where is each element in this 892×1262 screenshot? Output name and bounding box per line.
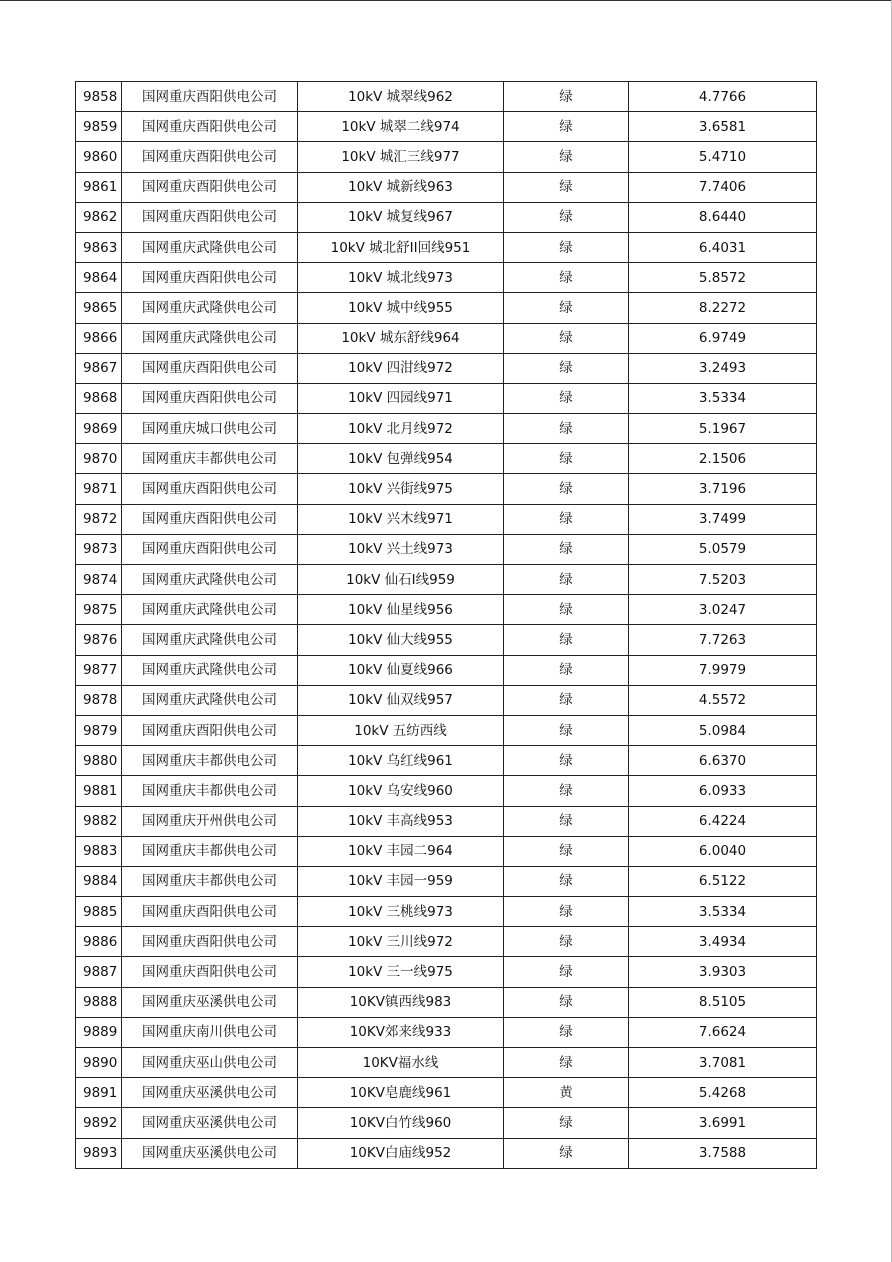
company-cell: 国网重庆酉阳供电公司 <box>122 897 298 927</box>
row-id-cell: 9883 <box>76 836 122 866</box>
company-cell: 国网重庆酉阳供电公司 <box>122 534 298 564</box>
company-cell: 国网重庆丰都供电公司 <box>122 776 298 806</box>
status-cell: 绿 <box>504 1048 629 1078</box>
value-cell: 7.7263 <box>629 625 817 655</box>
status-cell: 绿 <box>504 414 629 444</box>
company-cell: 国网重庆武隆供电公司 <box>122 655 298 685</box>
table-row <box>76 806 817 836</box>
row-id-cell: 9885 <box>76 897 122 927</box>
company-cell: 国网重庆巫溪供电公司 <box>122 1108 298 1138</box>
status-cell: 绿 <box>504 1017 629 1047</box>
row-id-cell: 9865 <box>76 293 122 323</box>
status-cell: 绿 <box>504 776 629 806</box>
company-cell: 国网重庆酉阳供电公司 <box>122 202 298 232</box>
status-cell: 绿 <box>504 1108 629 1138</box>
table-row <box>76 715 817 745</box>
row-id-cell: 9890 <box>76 1048 122 1078</box>
company-cell: 国网重庆南川供电公司 <box>122 1017 298 1047</box>
line-name-cell: 10kV 城北线973 <box>298 263 504 293</box>
company-cell: 国网重庆酉阳供电公司 <box>122 957 298 987</box>
page-top-edge <box>0 0 892 1</box>
value-cell: 2.1506 <box>629 444 817 474</box>
row-id-cell: 9872 <box>76 504 122 534</box>
row-id-cell: 9866 <box>76 323 122 353</box>
line-name-cell: 10kV 城北舒II回线951 <box>298 232 504 262</box>
company-cell: 国网重庆酉阳供电公司 <box>122 112 298 142</box>
line-name-cell: 10kV 城复线967 <box>298 202 504 232</box>
line-name-cell: 10kV 丰高线953 <box>298 806 504 836</box>
company-cell: 国网重庆武隆供电公司 <box>122 565 298 595</box>
table-row <box>76 1078 817 1108</box>
company-cell: 国网重庆酉阳供电公司 <box>122 474 298 504</box>
row-id-cell: 9862 <box>76 202 122 232</box>
table-row <box>76 927 817 957</box>
table-row <box>76 1017 817 1047</box>
line-name-cell: 10kV 兴街线975 <box>298 474 504 504</box>
status-cell: 绿 <box>504 353 629 383</box>
company-cell: 国网重庆酉阳供电公司 <box>122 82 298 112</box>
status-cell: 绿 <box>504 263 629 293</box>
company-cell: 国网重庆巫溪供电公司 <box>122 1138 298 1168</box>
status-cell: 绿 <box>504 383 629 413</box>
table-row <box>76 685 817 715</box>
row-id-cell: 9873 <box>76 534 122 564</box>
value-cell: 6.0040 <box>629 836 817 866</box>
table-row <box>76 655 817 685</box>
company-cell: 国网重庆酉阳供电公司 <box>122 142 298 172</box>
table-row <box>76 232 817 262</box>
status-cell: 绿 <box>504 232 629 262</box>
value-cell: 3.5334 <box>629 383 817 413</box>
status-cell: 绿 <box>504 202 629 232</box>
value-cell: 5.0984 <box>629 715 817 745</box>
line-name-cell: 10kV 城中线955 <box>298 293 504 323</box>
row-id-cell: 9876 <box>76 625 122 655</box>
table-row <box>76 474 817 504</box>
value-cell: 4.5572 <box>629 685 817 715</box>
value-cell: 8.6440 <box>629 202 817 232</box>
value-cell: 6.6370 <box>629 746 817 776</box>
company-cell: 国网重庆丰都供电公司 <box>122 836 298 866</box>
company-cell: 国网重庆酉阳供电公司 <box>122 263 298 293</box>
table-row <box>76 323 817 353</box>
line-name-cell: 10kV 仙夏线966 <box>298 655 504 685</box>
company-cell: 国网重庆丰都供电公司 <box>122 746 298 776</box>
table-row <box>76 82 817 112</box>
table-row <box>76 776 817 806</box>
value-cell: 3.7081 <box>629 1048 817 1078</box>
status-cell: 绿 <box>504 1138 629 1168</box>
status-cell: 绿 <box>504 172 629 202</box>
table-row <box>76 987 817 1017</box>
line-name-cell: 10kV 仙双线957 <box>298 685 504 715</box>
row-id-cell: 9875 <box>76 595 122 625</box>
status-cell: 绿 <box>504 746 629 776</box>
value-cell: 6.4031 <box>629 232 817 262</box>
company-cell: 国网重庆巫溪供电公司 <box>122 1078 298 1108</box>
company-cell: 国网重庆巫山供电公司 <box>122 1048 298 1078</box>
company-cell: 国网重庆武隆供电公司 <box>122 232 298 262</box>
table-row <box>76 444 817 474</box>
status-cell: 绿 <box>504 293 629 323</box>
company-cell: 国网重庆武隆供电公司 <box>122 293 298 323</box>
status-cell: 绿 <box>504 595 629 625</box>
row-id-cell: 9884 <box>76 866 122 896</box>
company-cell: 国网重庆酉阳供电公司 <box>122 353 298 383</box>
value-cell: 3.7196 <box>629 474 817 504</box>
table-row <box>76 112 817 142</box>
table-row <box>76 746 817 776</box>
row-id-cell: 9869 <box>76 414 122 444</box>
company-cell: 国网重庆巫溪供电公司 <box>122 987 298 1017</box>
table-body <box>76 82 817 1169</box>
status-cell: 绿 <box>504 866 629 896</box>
line-name-cell: 10kV 丰园一959 <box>298 866 504 896</box>
row-id-cell: 9858 <box>76 82 122 112</box>
value-cell: 3.6991 <box>629 1108 817 1138</box>
status-cell: 黄 <box>504 1078 629 1108</box>
status-cell: 绿 <box>504 625 629 655</box>
table-row <box>76 353 817 383</box>
status-cell: 绿 <box>504 957 629 987</box>
table-row <box>76 595 817 625</box>
line-name-cell: 10kV 仙石I线959 <box>298 565 504 595</box>
status-cell: 绿 <box>504 82 629 112</box>
row-id-cell: 9874 <box>76 565 122 595</box>
table-row <box>76 172 817 202</box>
table-row <box>76 866 817 896</box>
value-cell: 3.2493 <box>629 353 817 383</box>
value-cell: 5.4710 <box>629 142 817 172</box>
table-row <box>76 897 817 927</box>
row-id-cell: 9888 <box>76 987 122 1017</box>
line-data-table <box>75 81 817 1169</box>
table-row <box>76 383 817 413</box>
row-id-cell: 9889 <box>76 1017 122 1047</box>
company-cell: 国网重庆酉阳供电公司 <box>122 383 298 413</box>
company-cell: 国网重庆丰都供电公司 <box>122 866 298 896</box>
row-id-cell: 9879 <box>76 715 122 745</box>
line-name-cell: 10kV 兴土线973 <box>298 534 504 564</box>
line-name-cell: 10kV 丰园二964 <box>298 836 504 866</box>
company-cell: 国网重庆武隆供电公司 <box>122 625 298 655</box>
table-row <box>76 293 817 323</box>
row-id-cell: 9870 <box>76 444 122 474</box>
line-name-cell: 10kV 城汇三线977 <box>298 142 504 172</box>
company-cell: 国网重庆武隆供电公司 <box>122 595 298 625</box>
table-row <box>76 565 817 595</box>
value-cell: 5.1967 <box>629 414 817 444</box>
row-id-cell: 9891 <box>76 1078 122 1108</box>
value-cell: 3.7588 <box>629 1138 817 1168</box>
status-cell: 绿 <box>504 323 629 353</box>
status-cell: 绿 <box>504 806 629 836</box>
value-cell: 6.9749 <box>629 323 817 353</box>
line-name-cell: 10KV福水线 <box>298 1048 504 1078</box>
line-name-cell: 10kV 兴木线971 <box>298 504 504 534</box>
value-cell: 8.5105 <box>629 987 817 1017</box>
row-id-cell: 9887 <box>76 957 122 987</box>
row-id-cell: 9860 <box>76 142 122 172</box>
line-name-cell: 10kV 乌红线961 <box>298 746 504 776</box>
row-id-cell: 9864 <box>76 263 122 293</box>
row-id-cell: 9893 <box>76 1138 122 1168</box>
line-name-cell: 10kV 城翠线962 <box>298 82 504 112</box>
value-cell: 6.5122 <box>629 866 817 896</box>
value-cell: 5.4268 <box>629 1078 817 1108</box>
value-cell: 3.9303 <box>629 957 817 987</box>
value-cell: 6.4224 <box>629 806 817 836</box>
table-row <box>76 504 817 534</box>
row-id-cell: 9881 <box>76 776 122 806</box>
line-name-cell: 10KV白庙线952 <box>298 1138 504 1168</box>
value-cell: 3.4934 <box>629 927 817 957</box>
table-row <box>76 957 817 987</box>
status-cell: 绿 <box>504 504 629 534</box>
table-row <box>76 1138 817 1168</box>
table-row <box>76 142 817 172</box>
row-id-cell: 9861 <box>76 172 122 202</box>
line-name-cell: 10kV 四泔线972 <box>298 353 504 383</box>
row-id-cell: 9886 <box>76 927 122 957</box>
row-id-cell: 9868 <box>76 383 122 413</box>
value-cell: 3.6581 <box>629 112 817 142</box>
line-name-cell: 10kV 仙星线956 <box>298 595 504 625</box>
line-name-cell: 10kV 城新线963 <box>298 172 504 202</box>
status-cell: 绿 <box>504 444 629 474</box>
value-cell: 4.7766 <box>629 82 817 112</box>
table-row <box>76 836 817 866</box>
company-cell: 国网重庆酉阳供电公司 <box>122 504 298 534</box>
line-name-cell: 10kV 乌安线960 <box>298 776 504 806</box>
line-name-cell: 10kV 四园线971 <box>298 383 504 413</box>
row-id-cell: 9871 <box>76 474 122 504</box>
status-cell: 绿 <box>504 655 629 685</box>
status-cell: 绿 <box>504 987 629 1017</box>
status-cell: 绿 <box>504 897 629 927</box>
status-cell: 绿 <box>504 474 629 504</box>
value-cell: 3.5334 <box>629 897 817 927</box>
value-cell: 6.0933 <box>629 776 817 806</box>
value-cell: 3.7499 <box>629 504 817 534</box>
value-cell: 7.7406 <box>629 172 817 202</box>
status-cell: 绿 <box>504 836 629 866</box>
line-name-cell: 10KV白竹线960 <box>298 1108 504 1138</box>
value-cell: 7.5203 <box>629 565 817 595</box>
company-cell: 国网重庆开州供电公司 <box>122 806 298 836</box>
table-row <box>76 534 817 564</box>
row-id-cell: 9859 <box>76 112 122 142</box>
status-cell: 绿 <box>504 927 629 957</box>
line-name-cell: 10kV 北月线972 <box>298 414 504 444</box>
value-cell: 3.0247 <box>629 595 817 625</box>
status-cell: 绿 <box>504 715 629 745</box>
company-cell: 国网重庆丰都供电公司 <box>122 444 298 474</box>
table-row <box>76 202 817 232</box>
value-cell: 5.8572 <box>629 263 817 293</box>
status-cell: 绿 <box>504 534 629 564</box>
line-name-cell: 10kV 仙大线955 <box>298 625 504 655</box>
company-cell: 国网重庆武隆供电公司 <box>122 323 298 353</box>
line-name-cell: 10kV 城翠二线974 <box>298 112 504 142</box>
line-name-cell: 10kV 三一线975 <box>298 957 504 987</box>
line-name-cell: 10KV郊来线933 <box>298 1017 504 1047</box>
row-id-cell: 9867 <box>76 353 122 383</box>
line-name-cell: 10kV 三川线972 <box>298 927 504 957</box>
value-cell: 5.0579 <box>629 534 817 564</box>
value-cell: 8.2272 <box>629 293 817 323</box>
line-name-cell: 10kV 城东舒线964 <box>298 323 504 353</box>
status-cell: 绿 <box>504 565 629 595</box>
value-cell: 7.9979 <box>629 655 817 685</box>
row-id-cell: 9863 <box>76 232 122 262</box>
row-id-cell: 9880 <box>76 746 122 776</box>
row-id-cell: 9878 <box>76 685 122 715</box>
row-id-cell: 9877 <box>76 655 122 685</box>
line-name-cell: 10KV皂鹿线961 <box>298 1078 504 1108</box>
table-row <box>76 414 817 444</box>
line-name-cell: 10kV 三桃线973 <box>298 897 504 927</box>
status-cell: 绿 <box>504 142 629 172</box>
company-cell: 国网重庆城口供电公司 <box>122 414 298 444</box>
company-cell: 国网重庆酉阳供电公司 <box>122 715 298 745</box>
status-cell: 绿 <box>504 685 629 715</box>
company-cell: 国网重庆酉阳供电公司 <box>122 927 298 957</box>
table-row <box>76 1048 817 1078</box>
line-name-cell: 10kV 五纺西线 <box>298 715 504 745</box>
table-row <box>76 1108 817 1138</box>
company-cell: 国网重庆酉阳供电公司 <box>122 172 298 202</box>
table-row <box>76 625 817 655</box>
status-cell: 绿 <box>504 112 629 142</box>
line-name-cell: 10kV 包弹线954 <box>298 444 504 474</box>
line-name-cell: 10KV镇西线983 <box>298 987 504 1017</box>
value-cell: 7.6624 <box>629 1017 817 1047</box>
row-id-cell: 9882 <box>76 806 122 836</box>
company-cell: 国网重庆武隆供电公司 <box>122 685 298 715</box>
table-row <box>76 263 817 293</box>
row-id-cell: 9892 <box>76 1108 122 1138</box>
